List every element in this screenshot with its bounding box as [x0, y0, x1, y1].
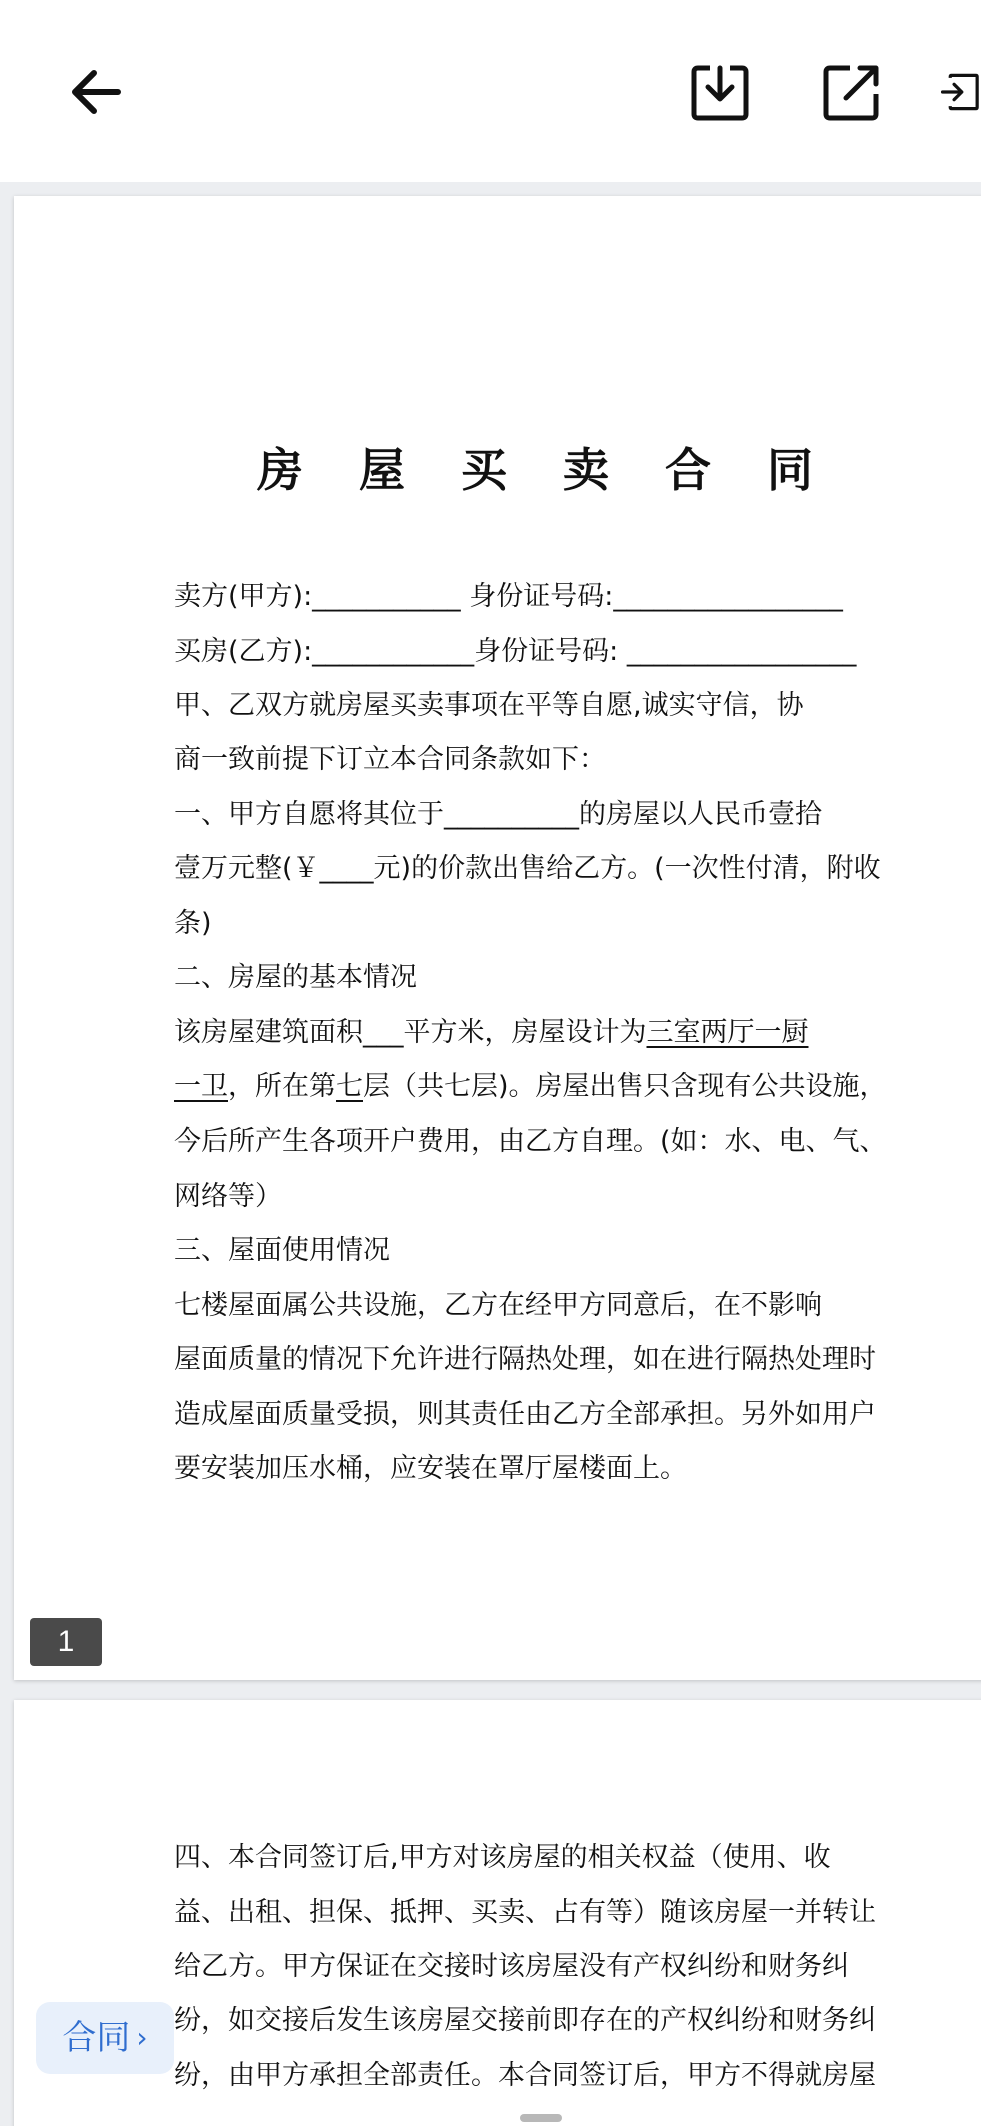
- text-line: 条): [174, 908, 212, 939]
- exit-icon[interactable]: [940, 52, 981, 132]
- download-icon[interactable]: [680, 52, 760, 132]
- text-line: 益、出租、担保、抵押、买卖、占有等）随该房屋一并转让: [174, 1897, 876, 1928]
- text-line: 买房(乙方):____________身份证号码: _________________: [174, 636, 857, 667]
- page-number-badge: 1: [30, 1618, 102, 1666]
- text-line: 今后所产生各项开户费用，由乙方自理。(如：水、电、气、: [174, 1126, 887, 1157]
- share-external-icon[interactable]: [812, 52, 892, 132]
- arrow-left-icon[interactable]: [56, 52, 136, 132]
- chevron-right-icon: ›: [136, 2021, 148, 2054]
- text-span: 该房屋建筑面积___平方米，房屋设计为: [174, 1017, 647, 1048]
- text-line: 商一致前提下订立本合同条款如下：: [174, 744, 606, 775]
- text-line: [174, 1015, 809, 1051]
- text-line: 卖方(甲方):___________ 身份证号码:_________________: [174, 581, 843, 612]
- text-line: 给乙方。甲方保证在交接时该房屋没有产权纠纷和财务纠: [174, 1951, 849, 1982]
- bottom-sheet-handle[interactable]: [520, 2114, 562, 2122]
- underlined-text: 一卫: [174, 1071, 228, 1102]
- text-line: 纷，由甲方承担全部责任。本合同签订后，甲方不得就房屋: [174, 2060, 876, 2091]
- text-line: [174, 1069, 887, 1105]
- text-line: 壹万元整(￥____元)的价款出售给乙方。(一次性付清，附收: [174, 853, 881, 884]
- text-span: 层（共七层)。房屋出售只含现有公共设施，: [363, 1071, 887, 1102]
- text-line: 屋面质量的情况下允许进行隔热处理，如在进行隔热处理时: [174, 1344, 876, 1375]
- contract-tag-chip[interactable]: [36, 2002, 174, 2074]
- text-line: 一、甲方自愿将其位于__________的房屋以人民币壹拾: [174, 799, 822, 830]
- underlined-text: 三室两厅一厨: [646, 1017, 809, 1048]
- document-page-1: [14, 196, 981, 1680]
- document-viewer[interactable]: [0, 182, 981, 2126]
- top-toolbar: [0, 0, 981, 182]
- section-heading: 二、房屋的基本情况: [174, 962, 417, 993]
- document-title: 房 屋 买 卖 合 同: [256, 443, 834, 497]
- text-line: 四、本合同签订后,甲方对该房屋的相关权益（使用、收: [174, 1842, 831, 1873]
- text-span: ，所在第: [228, 1071, 336, 1102]
- text-line: 网络等）: [174, 1181, 282, 1212]
- text-line: 造成屋面质量受损，则其责任由乙方全部承担。另外如用户: [174, 1399, 876, 1430]
- underlined-text: 七: [336, 1071, 363, 1102]
- text-line: 七楼屋面属公共设施，乙方在经甲方同意后，在不影响: [174, 1290, 822, 1321]
- text-line: 纷，如交接后发生该房屋交接前即存在的产权纠纷和财务纠: [174, 2005, 876, 2036]
- chip-label: 合同: [62, 2018, 131, 2058]
- text-line: 要安装加压水桶，应安装在罩厅屋楼面上。: [174, 1453, 687, 1484]
- text-line: 甲、乙双方就房屋买卖事项在平等自愿,诚实守信，协: [174, 690, 804, 721]
- section-heading: 三、屋面使用情况: [174, 1235, 390, 1266]
